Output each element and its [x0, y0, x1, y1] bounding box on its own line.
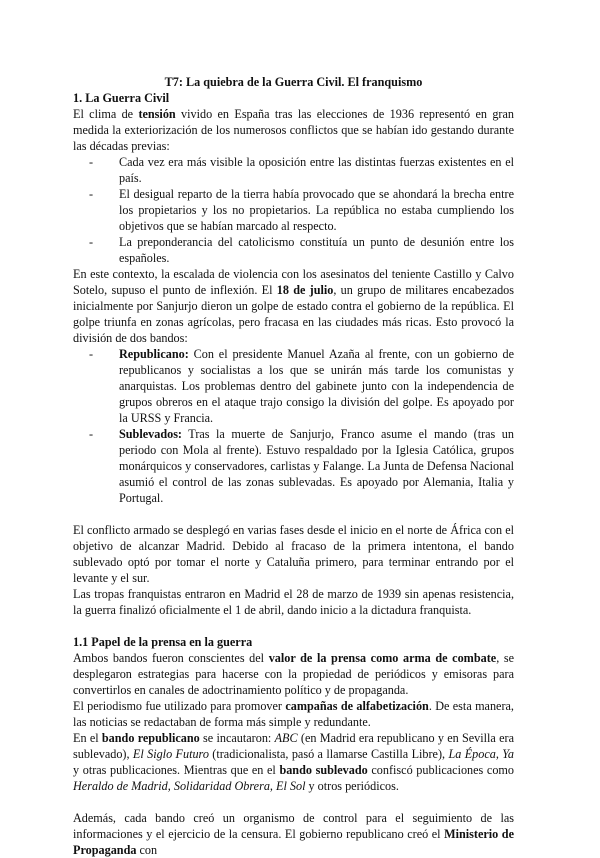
- intro-paragraph: El clima de tensión vivido en España tras las elecciones de 1936 representó en gran medida la exteriorización de los numerosos conflictos que se habían ido gestando durante las décadas previas:: [73, 107, 514, 153]
- bold-date: 18 de julio: [276, 283, 334, 297]
- context-paragraph: En este contexto, la escalada de violencia con los asesinatos del teniente Castillo y Calvo Sotelo, supuso el punto de inflexión. El 18 de julio, un grupo de militares encabezados inicialmente por Sanjurjo dieron un golpe de estado contra el gobierno de la república. El golpe triunfa en zonas agrícolas, pero fracasa en las ciudades más ricas. Esto provocó la división de dos bandos:: [73, 267, 515, 345]
- list-item: - Sublevados: Tras la muerte de Sanjurjo, Franco asume el mando (tras un periodo con Mola al frente). Estuvo respaldado por la Iglesia Católica, grupos monárquicos y conservadores, carlistas y Falange. La Junta de Defensa Nacional asumió el control de las zonas sublevadas. Es apoyado por Alemania, Italia y Portugal.: [89, 427, 514, 505]
- dash-bullet: -: [89, 155, 94, 169]
- side-label: Republicano:: [119, 347, 189, 361]
- causes-list: [73, 154, 514, 266]
- press-paragraph-3: En el bando republicano se incautaron: ABC (en Madrid era republicano y en Sevilla era sublevado), El Siglo Futuro (tradicionalista, pasó a llamarse Castilla Libre), La Época, Ya y otras publicaciones. Mientras que en el bando sublevado confiscó publicaciones como Heraldo de Madrid, Solidaridad Obrera, El Sol y otros periódicos.: [73, 731, 515, 793]
- list-item: - Cada vez era más visible la oposición entre las distintas fuerzas existentes en el país.: [89, 155, 514, 185]
- spacer: [73, 618, 514, 634]
- press-paragraph-1: Ambos bandos fueron conscientes del valor de la prensa como arma de combate, se desplegaron estrategias para hacerse con la propiedad de periódicos y emisoras para convertirlos en canales de adoctrinamiento político y de propaganda.: [73, 651, 514, 697]
- press-paragraph-4: Además, cada bando creó un organismo de control para el seguimiento de las informaciones y el ejercicio de la censura. El gobierno republicano creó el Ministerio de Propaganda con: [73, 811, 514, 857]
- dash-bullet: -: [89, 235, 94, 249]
- spacer: [73, 794, 514, 810]
- side-label: Sublevados:: [119, 427, 182, 441]
- list-item: - Republicano: Con el presidente Manuel Azaña al frente, con un gobierno de republicanos y socialistas a los que se unirán más tarde los comunistas y anarquistas. Los problemas dentro del gabinete junto con la independencia de grupos obreros en el ataque trajo consigo la división del golpe. Es apoyado por la URSS y Francia.: [89, 347, 514, 425]
- bold-tension: tensión: [138, 107, 176, 121]
- conflict-paragraph: El conflicto armado se desplegó en varias fases desde el inicio en el norte de África con el objetivo de alcanzar Madrid. Debido al fracaso de la primera intentona, el bando sublevado optó por tomar el norte y Cataluña primero, para terminar entrando por el levante y el sur.: [73, 523, 514, 585]
- section-heading-guerra-civil: 1. La Guerra Civil: [73, 91, 170, 105]
- document-title: T7: La quiebra de la Guerra Civil. El franquismo: [164, 75, 423, 89]
- sides-list: [73, 346, 514, 506]
- dash-bullet: -: [89, 187, 94, 201]
- press-paragraph-2: El periodismo fue utilizado para promover campañas de alfabetización. De esta manera, las noticias se redactaban de forma más simple y redundante.: [73, 699, 514, 729]
- dash-bullet: -: [89, 347, 94, 361]
- list-item: - La preponderancia del catolicismo constituía un punto de desunión entre los españoles.: [89, 235, 514, 265]
- dash-bullet: -: [89, 427, 94, 441]
- end-paragraph: Las tropas franquistas entraron en Madrid el 28 de marzo de 1939 sin apenas resistencia, la guerra finalizó oficialmente el 1 de abril, dando inicio a la dictadura franquista.: [73, 587, 514, 617]
- spacer: [73, 506, 514, 522]
- section-heading-prensa: 1.1 Papel de la prensa en la guerra: [73, 635, 253, 649]
- list-item: - El desigual reparto de la tierra había provocado que se ahondará la brecha entre los propietarios y los no propietarios. La república no estaba cumpliendo los objetivos que se habían marcado al respecto.: [89, 187, 514, 233]
